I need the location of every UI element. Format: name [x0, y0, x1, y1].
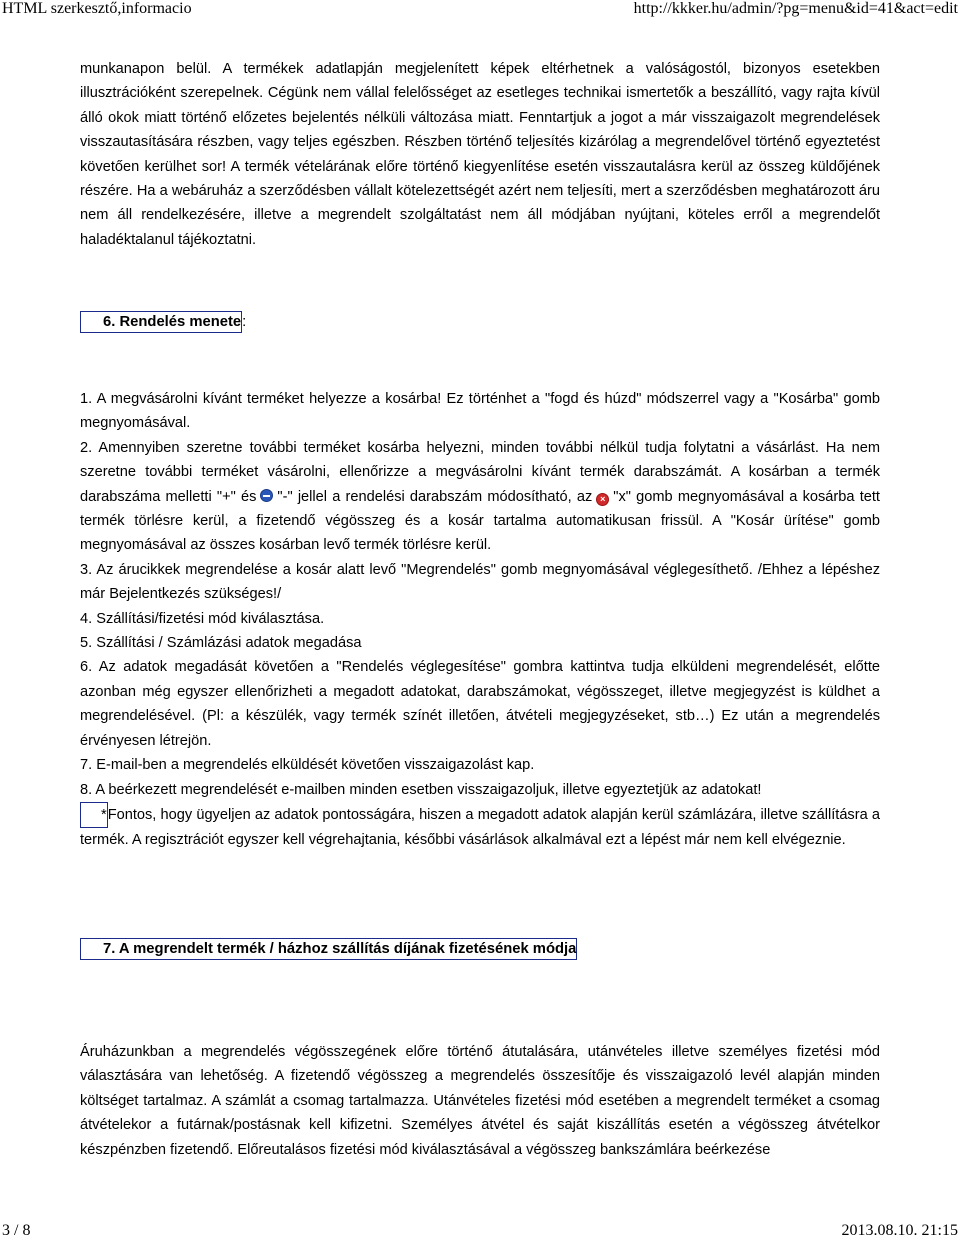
- section-6-heading: [80, 311, 246, 333]
- minus-circle-icon: [260, 489, 273, 502]
- note-text: Fontos, hogy ügyeljen az adatok pontosságára, hiszen a megadott adatok alapján kerül számlázára, illetve szállításra a termék. A regisztrációt egyszer kell végrehajtania, későbbi vásárlások alkalmával ezt a lépést már nem kell elvégeznie.: [80, 806, 880, 849]
- note-star: *: [80, 802, 108, 828]
- important-note: [80, 802, 880, 853]
- remove-circle-icon: ×: [596, 493, 609, 506]
- section-6-title: 6. Rendelés menete: [103, 314, 242, 330]
- payment-paragraph: Áruházunkban a megrendelés végösszegének előre történő átutalására, utánvételes illetve személyes fizetési mód választására van lehetőség. A fizetendő végösszeg a megrendelés összesítője és visszaigazoló levél alapján minden költséget tartalmaz. A számlát a csomag tartalmazza. Utánvételes fizetési mód esetében a megrendelt terméket a csomag átvételekor a futárnak/postásnak kell kifizetni. Személyes átvétel és saját kiszállítás esetén a végösszeg átvételkor készpénzben fizetendő. Előreutalásos fizetési mód kiválasztásával a végösszeg bankszámlára beérkezése: [80, 1044, 880, 1158]
- section-7-title: 7. A megrendelt termék / házhoz szállítás díjának fizetésének módja: [80, 938, 577, 960]
- step-8: 8. A beérkezett megrendelését e-mailben minden esetben visszaigazoljuk, illetve egyeztetjük az adatokat!: [80, 781, 762, 798]
- intro-block: [80, 57, 880, 252]
- section-6-colon: :: [242, 314, 247, 330]
- step-2-text-c: "x" gomb megnyomásával a kosárba tett termék törlésre kerül, a fizetendő végösszeg és a kosár tartalma automatikusan frissül. A "Kosár ürítése" gomb megnyomásával az összes kosárban levő termék törlésre kerül.: [80, 488, 880, 554]
- print-timestamp: 2013.08.10. 21:15: [841, 1222, 958, 1239]
- step-5: 5. Szállítási / Számlázási adatok megadása: [80, 635, 362, 652]
- intro-paragraph: munkanapon belül. A termékek adatlapján megjelenített képek eltérhetnek a valóságostól, bizonyos esetekben illusztrációként szerepelnek. Cégünk nem vállal felelősséget az esetleges technikai ismertetők a beszállító, vagy rajta kívül álló okok miatt történő előzetes bejelentés nélküli változása miatt. Fenntartjuk a jogot a már visszaigazolt megrendelések visszautasítására részben, vagy teljes egészben. Részben történő teljesítés kizárólag a megrendelővel történő egyeztetést követően kerülhet sor! A termék vételárának előre történő kiegyenlítése esetén visszautalásra kerül az összeg küldőjének részére. Ha a webáruház a szerződésben vállalt kötelezettségét azért nem teljesíti, mert a szerződésben meghatározott áru nem áll rendelkezésére, illetve a megrendelt szolgáltatást nem áll módjában nyújtani, köteles erről a megrendelőt haladéktalanul tájékoztatni.: [80, 61, 880, 248]
- step-1: 1. A megvásárolni kívánt terméket helyezze a kosárba! Ez történhet a "fogd és húzd" módszerrel vagy a "Kosárba" gomb megnyomásával.: [80, 391, 880, 432]
- step-2-text-a: 2. Amennyiben szeretne további terméket kosárba helyezni, minden további nélkül tudja folytatni a vásárlást. Ha nem szeretne további terméket vásárolni, ellenőrizze a megvásárolni kívánt termék darabszámát. A kosárban a termék darabszáma melletti "+" és: [80, 439, 880, 505]
- order-steps: [80, 387, 880, 853]
- section-6-title-box: [80, 311, 242, 333]
- step-2: [80, 436, 880, 558]
- step-6: 6. Az adatok megadását követően a "Rendelés véglegesítése" gombra kattintva tudja elküldeni megrendelését, előtte azonban még egyszer ellenőrizheti a megadott adatokat, darabszámokat, végösszeget, illetve megjegyzést is küldhet a megrendelésével. (Pl: a készülék, vagy termék színét illetően, átvételi megjegyzéseket, stb…) Ez után a megrendelés érvényesen létrejön.: [80, 659, 880, 749]
- payment-block: [80, 1040, 880, 1162]
- step-2-text-b: "-" jellel a rendelési darabszám módosítható, az: [277, 488, 593, 505]
- step-3: 3. Az árucikkek megrendelése a kosár alatt levő "Megrendelés" gomb megnyomásával véglegesíthető. /Ehhez a lépéshez már Bejelentkezés szükséges!/: [80, 561, 880, 603]
- step-7: 7. E-mail-ben a megrendelés elküldését követően visszaigazolást kap.: [80, 757, 535, 774]
- step-4: 4. Szállítási/fizetési mód kiválasztása.: [80, 610, 325, 627]
- header-url: http://kkker.hu/admin/?pg=menu&id=41&act=edit: [633, 0, 958, 17]
- section-7-heading: [80, 938, 577, 960]
- page-number: 3 / 8: [2, 1222, 31, 1239]
- header-title: HTML szerkesztő,informacio: [2, 0, 192, 17]
